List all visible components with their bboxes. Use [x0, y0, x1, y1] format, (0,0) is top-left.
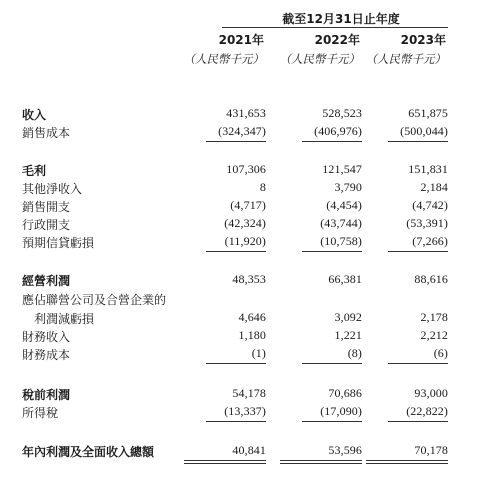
value-2023: 88,616	[414, 272, 448, 286]
value-2021: 48,353	[232, 272, 266, 286]
subtotal-rule	[302, 251, 362, 252]
value-2021: (11,920)	[224, 234, 266, 248]
value-2023: (22,822)	[406, 404, 448, 418]
value-2022: (8)	[347, 346, 362, 360]
value-2022: 66,381	[328, 272, 362, 286]
value-2023: 2,212	[420, 328, 448, 342]
subtotal-rule	[388, 141, 448, 142]
value-2023: (7,266)	[412, 234, 448, 248]
row-cost-of-sales	[0, 124, 495, 142]
row-finance-costs	[0, 346, 495, 364]
column-unit: （人民幣千元）	[365, 52, 446, 66]
row-gross-profit	[0, 162, 495, 180]
column-year: 2023年	[400, 33, 446, 47]
value-2021: 1,180	[238, 328, 266, 342]
row-label: 利潤減虧損	[34, 312, 95, 326]
value-2021: (42,324)	[224, 216, 266, 230]
row-label: 經營利潤	[22, 274, 71, 288]
subtotal-rule	[206, 141, 266, 142]
subtotal-rule	[206, 251, 266, 252]
value-2021: (324,347)	[218, 124, 266, 138]
value-2022: (43,744)	[320, 216, 362, 230]
value-2022: (17,090)	[320, 404, 362, 418]
total-double-rule	[280, 463, 362, 464]
value-2021: 8	[259, 180, 266, 194]
value-2022: (10,758)	[320, 234, 362, 248]
subtotal-rule	[206, 421, 266, 422]
row-label: 行政開支	[22, 218, 71, 232]
row-income-tax	[0, 404, 495, 422]
value-2023: 2,184	[420, 180, 448, 194]
row-share-assoc	[0, 310, 495, 328]
column-unit: （人民幣千元）	[183, 52, 264, 66]
row-finance-income	[0, 328, 495, 346]
value-2022: 1,221	[334, 328, 362, 342]
subtotal-rule	[388, 421, 448, 422]
value-2023: (500,044)	[400, 124, 448, 138]
subtotal-rule	[302, 363, 362, 364]
subtotal-rule	[206, 363, 266, 364]
subtotal-rule	[302, 421, 362, 422]
value-2023: 651,875	[408, 106, 448, 120]
period-header: 截至12月31日止年度	[282, 12, 400, 26]
row-total	[0, 443, 495, 461]
row-label: 銷售成本	[22, 126, 71, 140]
value-2022: 528,523	[322, 106, 362, 120]
row-profit-before-tax	[0, 386, 495, 404]
row-label: 其他淨收入	[22, 182, 83, 196]
row-credit-loss	[0, 234, 495, 252]
total-double-rule	[184, 463, 266, 464]
value-2022: 3,092	[334, 310, 362, 324]
value-2022: 70,686	[328, 386, 362, 400]
row-label: 所得稅	[22, 406, 59, 420]
value-2022: 3,790	[334, 180, 362, 194]
row-revenue	[0, 106, 495, 124]
total-double-rule	[280, 460, 362, 461]
row-label: 預期信貸虧損	[22, 236, 95, 250]
column-header-2023	[358, 31, 446, 67]
row-operating-profit	[0, 272, 495, 290]
value-2023: 151,831	[408, 162, 448, 176]
value-2021: (4,717)	[230, 198, 266, 212]
subtotal-rule	[302, 141, 362, 142]
value-2022: 53,596	[328, 443, 362, 457]
value-2021: (13,337)	[224, 404, 266, 418]
total-double-rule	[366, 463, 448, 464]
column-year: 2022年	[314, 33, 360, 47]
value-2022: (4,454)	[326, 198, 362, 212]
row-other-income	[0, 180, 495, 198]
value-2023: (4,742)	[412, 198, 448, 212]
total-double-rule	[184, 460, 266, 461]
subtotal-rule	[388, 363, 448, 364]
row-label: 年內利潤及全面收入總額	[22, 445, 155, 459]
row-admin-expenses	[0, 216, 495, 234]
column-header-2022	[272, 31, 360, 67]
value-2021: 54,178	[232, 386, 266, 400]
value-2023: 93,000	[414, 386, 448, 400]
value-2021: (1)	[251, 346, 266, 360]
value-2022: (406,976)	[314, 124, 362, 138]
row-selling-expenses	[0, 198, 495, 216]
value-2023: 2,178	[420, 310, 448, 324]
column-header-2021	[176, 31, 264, 67]
value-2023: (6)	[433, 346, 448, 360]
value-2023: 70,178	[414, 443, 448, 457]
value-2021: 4,646	[238, 310, 266, 324]
column-year: 2021年	[218, 33, 264, 47]
value-2021: 40,841	[232, 443, 266, 457]
row-label: 應佔聯營公司及合營企業的	[22, 293, 167, 307]
value-2022: 121,547	[322, 162, 362, 176]
total-double-rule	[366, 460, 448, 461]
value-2021: 431,653	[226, 106, 266, 120]
row-label: 財務成本	[22, 348, 71, 362]
value-2023: (53,391)	[406, 216, 448, 230]
row-label: 收入	[22, 108, 47, 122]
subtotal-rule	[388, 251, 448, 252]
value-2021: 107,306	[226, 162, 266, 176]
row-share-assoc-heading	[0, 291, 495, 309]
row-label: 財務收入	[22, 330, 71, 344]
period-rule	[222, 27, 448, 28]
column-unit: （人民幣千元）	[279, 52, 360, 66]
row-label: 稅前利潤	[22, 388, 71, 402]
row-label: 毛利	[22, 164, 47, 178]
row-label: 銷售開支	[22, 200, 71, 214]
